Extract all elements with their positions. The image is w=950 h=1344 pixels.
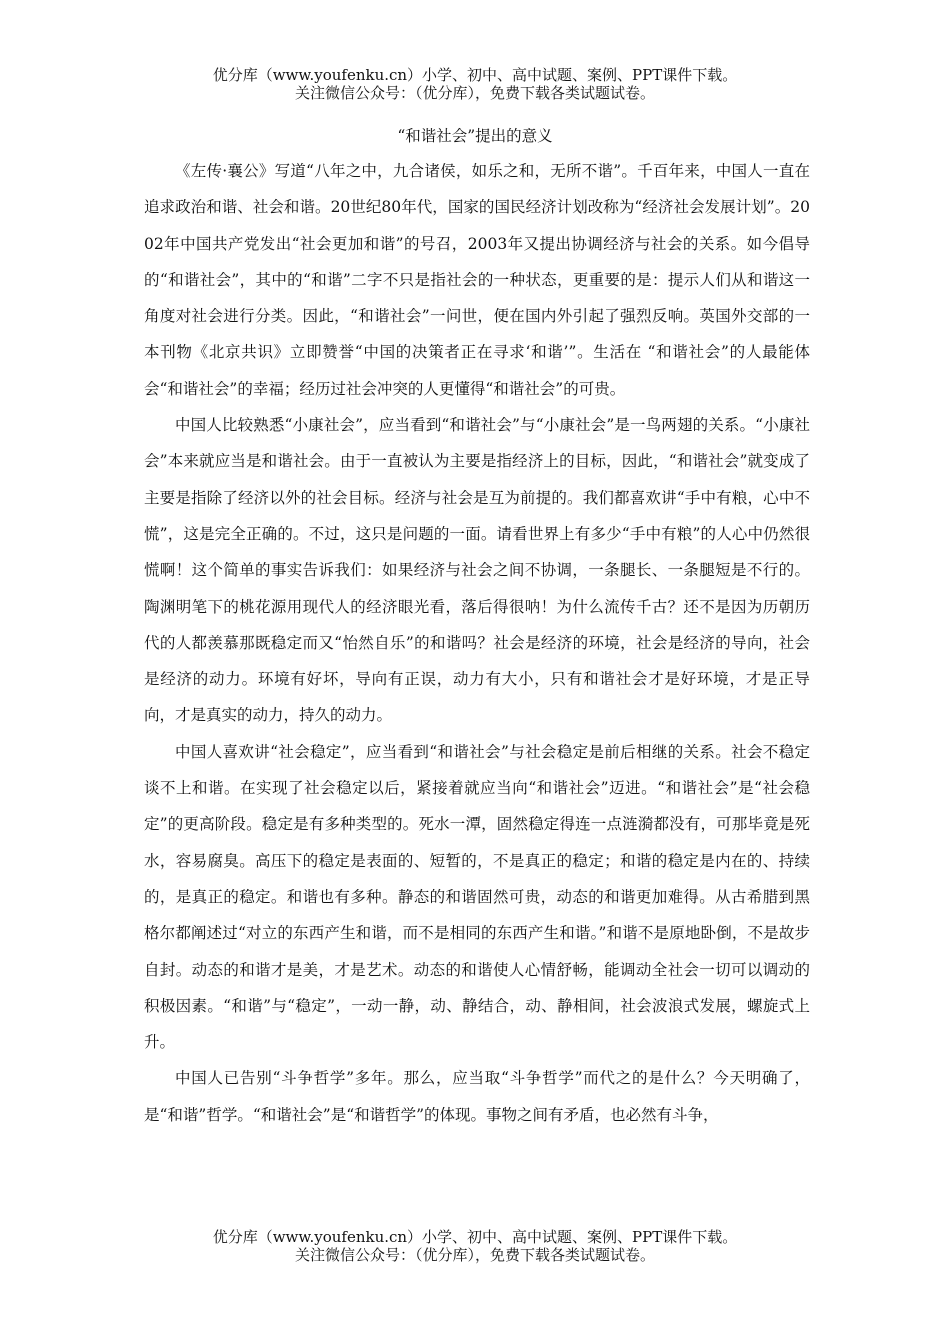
header-banner-line-1: 优分库（www.youfenku.cn）小学、初中、高中试题、案例、PPT课件下载。: [212, 66, 738, 84]
footer-banner: [0, 1228, 950, 1264]
document-title: “和谐社会”提出的意义: [397, 127, 553, 145]
paragraph-1: 《左传·襄公》写道“八年之中，九合诸侯，如乐之和，无所不谐”。千百年来，中国人一直在追求政治和谐、社会和谐。20世纪80年代，国家的国民经济计划改称为“经济社会发展计划”。2002年中国共产党发出“社会更加和谐”的号召，2003年又提出协调经济与社会的关系。如今倡导的“和谐社会”，其中的“和谐”二字不只是指社会的一种状态，更重要的是：提示人们从和谐这一角度对社会进行分类。因此，“和谐社会”一问世，便在国内外引起了强烈反响。英国外交部的一本刊物《北京共识》立即赞誉“中国的决策者正在寻求‘和谐’”。生活在 “和谐社会”的人最能体会“和谐社会”的幸福；经历过社会冲突的人更懂得“和谐社会”的可贵。: [144, 162, 810, 398]
paragraph-3: 中国人喜欢讲“社会稳定”，应当看到“和谐社会”与社会稳定是前后相继的关系。社会不稳定谈不上和谐。在实现了社会稳定以后，紧接着就应当向“和谐社会”迈进。“和谐社会”是“社会稳定”的更高阶段。稳定是有多种类型的。死水一潭，固然稳定得连一点涟漪都没有，可那毕竟是死水，容易腐臭。高压下的稳定是表面的、短暂的，不是真正的稳定；和谐的稳定是内在的、持续的，是真正的稳定。和谐也有多种。静态的和谐固然可贵，动态的和谐更加难得。从古希腊到黑格尔都阐述过“对立的东西产生和谐，而不是相同的东西产生和谐。”和谐不是原地卧倒，不是故步自封。动态的和谐才是美，才是艺术。动态的和谐使人心情舒畅，能调动全社会一切可以调动的积极因素。“和谐”与“稳定”，一动一静，动、静结合，动、静相间，社会波浪式发展，螺旋式上升。: [144, 742, 810, 1052]
document-body: [144, 153, 810, 1133]
paragraph-4: 中国人已告别“斗争哲学”多年。那么，应当取“斗争哲学”而代之的是什么？今天明确了，是“和谐”哲学。“和谐社会”是“和谐哲学”的体现。事物之间有矛盾，也必然有斗争，: [144, 1069, 810, 1124]
footer-banner-line-2: 关注微信公众号：（优分库），免费下载各类试题试卷。: [294, 1246, 655, 1264]
footer-banner-line-1: 优分库（www.youfenku.cn）小学、初中、高中试题、案例、PPT课件下载。: [212, 1228, 738, 1246]
paragraph-2: 中国人比较熟悉“小康社会”，应当看到“和谐社会”与“小康社会”是一鸟两翅的关系。“小康社会”本来就应当是和谐社会。由于一直被认为主要是指经济上的目标，因此，“和谐社会”就变成了主要是指除了经济以外的社会目标。经济与社会是互为前提的。我们都喜欢讲“手中有粮，心中不慌”，这是完全正确的。不过，这只是问题的一面。请看世界上有多少“手中有粮”的人心中仍然很慌啊！这个简单的事实告诉我们：如果经济与社会之间不协调，一条腿长、一条腿短是不行的。陶渊明笔下的桃花源用现代人的经济眼光看，落后得很呐！为什么流传千古？还不是因为历朝历代的人都羡慕那既稳定而又“怡然自乐”的和谐吗？社会是经济的环境，社会是经济的导向，社会是经济的动力。环境有好坏，导向有正误，动力有大小，只有和谐社会才是好环境，才是正导向，才是真实的动力，持久的动力。: [144, 416, 810, 725]
header-banner: [0, 66, 950, 102]
header-banner-line-2: 关注微信公众号：（优分库），免费下载各类试题试卷。: [294, 84, 655, 102]
